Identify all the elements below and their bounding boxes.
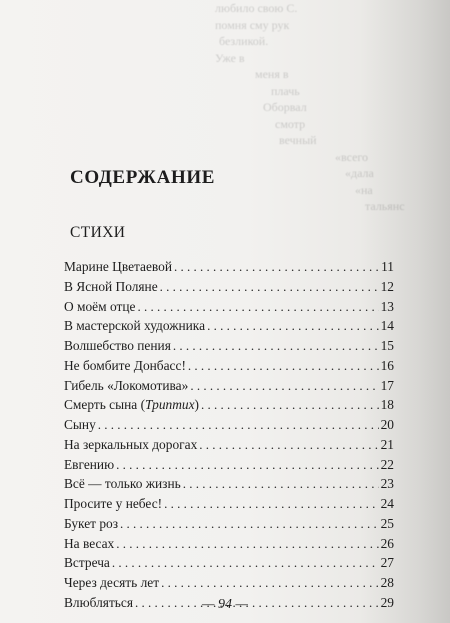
toc-page-number: 13 bbox=[380, 298, 394, 314]
toc-entry-title: О моём отце bbox=[64, 298, 136, 314]
toc-entry-title: Через десять лет bbox=[64, 575, 160, 590]
dot-leader bbox=[173, 338, 379, 354]
bleed-line: помня сму рук bbox=[215, 17, 290, 32]
toc-entry-title: Просите у небес! bbox=[64, 496, 163, 511]
toc-entry-title: На весах bbox=[64, 535, 115, 551]
bleed-line: безликой. bbox=[219, 34, 269, 48]
bleed-line: смотр bbox=[275, 116, 306, 131]
bleed-line: любило свою С. bbox=[215, 1, 298, 15]
toc-entry-title: На зеркальных дорогах bbox=[64, 436, 198, 452]
dot-leader bbox=[188, 358, 379, 374]
page-number-footer: — 94 — bbox=[202, 597, 248, 612]
toc-entry-title: Гибель «Локомотива» bbox=[64, 377, 189, 393]
dot-leader bbox=[199, 437, 378, 453]
toc-page-number: 12 bbox=[380, 278, 394, 294]
bleed-line: меня в bbox=[255, 67, 289, 81]
dot-leader bbox=[190, 378, 378, 394]
toc-entry[interactable] bbox=[64, 496, 394, 516]
dot-leader bbox=[161, 575, 379, 591]
toc-entry[interactable] bbox=[64, 279, 394, 299]
toc-page-number: 29 bbox=[380, 594, 394, 610]
bleed-line: тальянс bbox=[365, 199, 405, 213]
toc-entry[interactable] bbox=[64, 259, 394, 279]
toc-entry[interactable] bbox=[64, 318, 394, 338]
toc-entry-title: Евгению bbox=[64, 456, 115, 472]
dot-leader bbox=[160, 279, 379, 295]
dot-leader bbox=[174, 259, 379, 275]
toc-entry-title: Букет роз bbox=[64, 515, 119, 531]
toc-entry-title: В мастерской художника bbox=[64, 318, 206, 334]
bleed-line: «дала bbox=[345, 166, 374, 180]
toc-page-number: 24 bbox=[380, 496, 394, 511]
toc-page-number: 15 bbox=[380, 338, 394, 353]
toc-entry[interactable] bbox=[64, 476, 394, 496]
toc-entry-title-italic: Триптих bbox=[145, 397, 195, 413]
dot-leader bbox=[201, 397, 379, 413]
toc-entry-title: В Ясной Поляне bbox=[64, 278, 158, 294]
toc-page-number: 21 bbox=[380, 436, 394, 452]
toc-entry-title: Всё — только жизнь bbox=[64, 476, 181, 492]
toc-entry-title: Встреча bbox=[64, 555, 110, 571]
toc-page-number: 16 bbox=[380, 357, 394, 373]
dot-leader bbox=[112, 555, 379, 571]
toc-entry[interactable] bbox=[64, 338, 394, 358]
section-heading: СТИХИ bbox=[70, 224, 126, 241]
contents-heading: СОДЕРЖАНИЕ bbox=[70, 167, 215, 188]
toc-page-number: 26 bbox=[380, 535, 394, 551]
toc-page-number: 11 bbox=[381, 259, 394, 274]
toc-entry-title: Влюбляться bbox=[64, 594, 133, 610]
bleed-line: плачь bbox=[271, 83, 300, 98]
toc-page-number: 18 bbox=[380, 397, 394, 413]
dot-leader bbox=[116, 536, 378, 552]
toc-entry-title-close: ) bbox=[194, 397, 200, 413]
toc-page-number: 22 bbox=[380, 456, 394, 472]
bleed-line: Оборвал bbox=[263, 100, 307, 114]
toc-entry[interactable] bbox=[64, 437, 394, 457]
toc-page-number: 27 bbox=[380, 555, 394, 571]
toc-page-number: 25 bbox=[380, 515, 394, 531]
bleed-line: вечный bbox=[279, 133, 317, 147]
toc-entry[interactable] bbox=[64, 299, 394, 319]
dot-leader bbox=[183, 476, 379, 492]
toc-entry[interactable] bbox=[64, 536, 394, 556]
toc-entry-title: Не бомбите Донбасс! bbox=[64, 357, 186, 373]
toc-entry[interactable] bbox=[64, 457, 394, 477]
toc-entry-title: Смерть сына ( bbox=[64, 397, 146, 413]
bleed-line: «на bbox=[355, 182, 373, 197]
toc-page-number: 23 bbox=[380, 476, 394, 492]
toc-entry-title: Сыну bbox=[64, 417, 96, 432]
toc-entry[interactable] bbox=[64, 378, 394, 398]
dot-leader bbox=[207, 318, 379, 334]
bleed-through-text bbox=[215, 0, 450, 250]
toc-page-number: 28 bbox=[380, 575, 394, 590]
dot-leader bbox=[120, 516, 379, 532]
dot-leader bbox=[116, 457, 379, 473]
toc-entry-title: Марине Цветаевой bbox=[64, 259, 173, 274]
toc-page-number: 20 bbox=[380, 417, 394, 432]
toc-entry-title: Волшебство пения bbox=[64, 338, 171, 353]
toc-entry[interactable] bbox=[64, 575, 394, 595]
dot-leader bbox=[164, 496, 378, 512]
toc-entry[interactable] bbox=[64, 516, 394, 536]
toc-entry[interactable] bbox=[64, 397, 394, 417]
bleed-line: Уже в bbox=[215, 50, 245, 65]
bleed-line: «всего bbox=[335, 149, 369, 164]
dot-leader bbox=[98, 417, 379, 433]
toc-page-number: 17 bbox=[380, 377, 394, 393]
toc-entry[interactable] bbox=[64, 417, 394, 437]
toc-entry[interactable] bbox=[64, 555, 394, 575]
dot-leader bbox=[137, 299, 378, 315]
table-of-contents bbox=[64, 259, 394, 615]
toc-entry[interactable] bbox=[64, 358, 394, 378]
toc-page-number: 14 bbox=[380, 318, 394, 334]
